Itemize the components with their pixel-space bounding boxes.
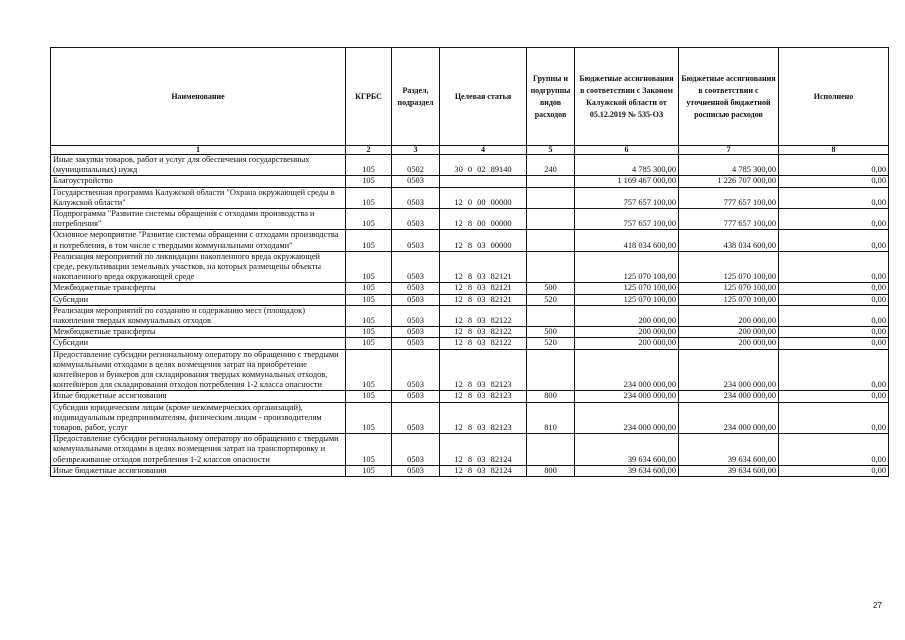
row-kgrbs: 105 <box>346 294 392 305</box>
header-target: Целевая статья <box>440 48 527 146</box>
row-done-amount: 0,00 <box>779 230 889 251</box>
row-name: Реализация мероприятий по ликвидации накопленного вреда окружающей среде, рекультивации земельных участков, на которых размещены объекты накопленного вреда окружающей среде <box>51 251 346 283</box>
row-refined-amount: 777 657 100,00 <box>679 209 779 230</box>
row-section: 0503 <box>392 251 440 283</box>
column-number: 7 <box>679 146 779 155</box>
row-law-amount: 234 000 000,00 <box>575 349 679 391</box>
row-section: 0503 <box>392 187 440 208</box>
row-done-amount: 0,00 <box>779 251 889 283</box>
row-target: 12 8 03 82121 <box>440 294 527 305</box>
row-done-amount: 0,00 <box>779 402 889 434</box>
row-target: 12 8 03 82121 <box>440 251 527 283</box>
column-number: 4 <box>440 146 527 155</box>
row-section: 0503 <box>392 176 440 187</box>
table-row <box>51 465 889 476</box>
row-target <box>440 176 527 187</box>
row-group <box>527 251 575 283</box>
row-law-amount: 200 000,00 <box>575 327 679 338</box>
row-law-amount: 125 070 100,00 <box>575 251 679 283</box>
row-group: 800 <box>527 391 575 402</box>
row-group: 520 <box>527 338 575 349</box>
row-kgrbs: 105 <box>346 327 392 338</box>
row-kgrbs: 105 <box>346 187 392 208</box>
table-row <box>51 391 889 402</box>
row-law-amount: 1 169 467 000,00 <box>575 176 679 187</box>
table-row <box>51 305 889 326</box>
row-refined-amount: 234 000 000,00 <box>679 402 779 434</box>
table-row <box>51 434 889 466</box>
column-number: 5 <box>527 146 575 155</box>
row-group <box>527 349 575 391</box>
row-section: 0503 <box>392 434 440 466</box>
table-row <box>51 176 889 187</box>
row-law-amount: 757 657 100,00 <box>575 187 679 208</box>
row-section: 0503 <box>392 305 440 326</box>
row-done-amount: 0,00 <box>779 327 889 338</box>
row-done-amount: 0,00 <box>779 283 889 294</box>
row-section: 0503 <box>392 294 440 305</box>
row-refined-amount: 234 000 000,00 <box>679 391 779 402</box>
row-section: 0503 <box>392 338 440 349</box>
column-number: 6 <box>575 146 679 155</box>
row-section: 0503 <box>392 230 440 251</box>
row-target: 12 8 00 00000 <box>440 209 527 230</box>
row-name: Основное мероприятие "Развитие системы обращения с отходами производства и потребления, в том числе с твердыми коммунальными отходами" <box>51 230 346 251</box>
row-kgrbs: 105 <box>346 338 392 349</box>
row-done-amount: 0,00 <box>779 155 889 176</box>
row-section: 0503 <box>392 349 440 391</box>
row-law-amount: 200 000,00 <box>575 338 679 349</box>
row-name: Субсидии <box>51 294 346 305</box>
row-name: Межбюджетные трансферты <box>51 327 346 338</box>
table-row <box>51 187 889 208</box>
table-row <box>51 349 889 391</box>
row-law-amount: 4 785 300,00 <box>575 155 679 176</box>
row-target: 12 8 03 82124 <box>440 465 527 476</box>
row-kgrbs: 105 <box>346 434 392 466</box>
column-number: 2 <box>346 146 392 155</box>
row-kgrbs: 105 <box>346 391 392 402</box>
row-kgrbs: 105 <box>346 230 392 251</box>
header-done: Исполнено <box>779 48 889 146</box>
row-kgrbs: 105 <box>346 349 392 391</box>
row-kgrbs: 105 <box>346 402 392 434</box>
row-name: Межбюджетные трансферты <box>51 283 346 294</box>
row-kgrbs: 105 <box>346 465 392 476</box>
row-name: Реализация мероприятий по созданию и содержанию мест (площадок) накопления твердых коммунальных отходов <box>51 305 346 326</box>
row-group <box>527 187 575 208</box>
row-target: 12 8 03 82121 <box>440 283 527 294</box>
column-number: 1 <box>51 146 346 155</box>
budget-table <box>50 47 889 477</box>
table-row <box>51 294 889 305</box>
row-kgrbs: 105 <box>346 283 392 294</box>
table-row <box>51 155 889 176</box>
row-refined-amount: 234 000 000,00 <box>679 349 779 391</box>
row-done-amount: 0,00 <box>779 338 889 349</box>
table-row <box>51 402 889 434</box>
table-row <box>51 283 889 294</box>
row-target: 12 8 03 82123 <box>440 349 527 391</box>
header-section: Раздел, подраздел <box>392 48 440 146</box>
row-kgrbs: 105 <box>346 305 392 326</box>
column-number: 3 <box>392 146 440 155</box>
row-section: 0503 <box>392 402 440 434</box>
header-groups: Группы и подгруппы видов расходов <box>527 48 575 146</box>
header-kgrbs: КГРБС <box>346 48 392 146</box>
row-refined-amount: 125 070 100,00 <box>679 251 779 283</box>
table-row <box>51 209 889 230</box>
row-name: Субсидии <box>51 338 346 349</box>
row-section: 0503 <box>392 209 440 230</box>
row-target: 12 8 03 82122 <box>440 327 527 338</box>
row-group: 800 <box>527 465 575 476</box>
row-target: 12 8 03 00000 <box>440 230 527 251</box>
row-refined-amount: 125 070 100,00 <box>679 283 779 294</box>
page-number: 27 <box>873 601 882 610</box>
row-name: Подпрограмма "Развитие системы обращения с отходами производства и потребления" <box>51 209 346 230</box>
row-law-amount: 757 657 100,00 <box>575 209 679 230</box>
row-section: 0503 <box>392 391 440 402</box>
table-row <box>51 338 889 349</box>
row-kgrbs: 105 <box>346 176 392 187</box>
row-refined-amount: 777 657 100,00 <box>679 187 779 208</box>
row-law-amount: 125 070 100,00 <box>575 294 679 305</box>
row-target: 30 0 02 89140 <box>440 155 527 176</box>
row-law-amount: 234 000 000,00 <box>575 391 679 402</box>
row-kgrbs: 105 <box>346 209 392 230</box>
row-done-amount: 0,00 <box>779 187 889 208</box>
row-kgrbs: 105 <box>346 155 392 176</box>
row-group: 500 <box>527 327 575 338</box>
row-target: 12 8 03 82122 <box>440 305 527 326</box>
row-name: Благоустройство <box>51 176 346 187</box>
row-done-amount: 0,00 <box>779 176 889 187</box>
row-group <box>527 230 575 251</box>
row-refined-amount: 39 634 600,00 <box>679 434 779 466</box>
header-law: Бюджетные ассигнования в соответствии с Законом Калужской области от 05.12.2019 № 535-ОЗ <box>575 48 679 146</box>
row-group: 500 <box>527 283 575 294</box>
row-group: 240 <box>527 155 575 176</box>
row-target: 12 0 00 00000 <box>440 187 527 208</box>
header-refined: Бюджетные ассигнования в соответствии с уточненной бюджетной росписью расходов <box>679 48 779 146</box>
header-name: Наименование <box>51 48 346 146</box>
row-name: Предоставление субсидии региональному оператору по обращению с твердыми коммунальными отходами в целях возмещения затрат на приобретение контейнеров и бункеров для складирования твердых коммунальных отходов, контейнеров для складирования отходов потребления 1-2 класса опасности <box>51 349 346 391</box>
row-section: 0503 <box>392 465 440 476</box>
row-group: 520 <box>527 294 575 305</box>
row-done-amount: 0,00 <box>779 465 889 476</box>
column-number-row <box>51 146 889 155</box>
row-done-amount: 0,00 <box>779 391 889 402</box>
row-refined-amount: 1 226 707 000,00 <box>679 176 779 187</box>
row-refined-amount: 4 785 300,00 <box>679 155 779 176</box>
row-name: Иные бюджетные ассигнования <box>51 465 346 476</box>
row-name: Государственная программа Калужской области "Охрана окружающей среды в Калужской области" <box>51 187 346 208</box>
row-done-amount: 0,00 <box>779 305 889 326</box>
table-row <box>51 327 889 338</box>
row-law-amount: 39 634 600,00 <box>575 465 679 476</box>
row-name: Иные закупки товаров, работ и услуг для обеспечения государственных (муниципальных) нужд <box>51 155 346 176</box>
row-group <box>527 434 575 466</box>
row-name: Предоставление субсидии региональному оператору по обращению с твердыми коммунальными отходами в целях возмещения затрат на транспортировку и обезвреживание отходов потребления 1-2 классов опасности <box>51 434 346 466</box>
row-section: 0502 <box>392 155 440 176</box>
row-target: 12 8 03 82123 <box>440 391 527 402</box>
row-law-amount: 125 070 100,00 <box>575 283 679 294</box>
row-done-amount: 0,00 <box>779 434 889 466</box>
row-group <box>527 305 575 326</box>
row-done-amount: 0,00 <box>779 294 889 305</box>
table-row <box>51 251 889 283</box>
row-name: Субсидии юридическим лицам (кроме некоммерческих организаций), индивидуальным предпринимателям, физическим лицам - производителям товаров, работ, услуг <box>51 402 346 434</box>
row-law-amount: 200 000,00 <box>575 305 679 326</box>
row-section: 0503 <box>392 327 440 338</box>
row-kgrbs: 105 <box>346 251 392 283</box>
row-group <box>527 176 575 187</box>
column-number: 8 <box>779 146 889 155</box>
row-done-amount: 0,00 <box>779 349 889 391</box>
row-law-amount: 234 000 000,00 <box>575 402 679 434</box>
row-section: 0503 <box>392 283 440 294</box>
row-refined-amount: 200 000,00 <box>679 305 779 326</box>
row-target: 12 8 03 82124 <box>440 434 527 466</box>
row-target: 12 8 03 82122 <box>440 338 527 349</box>
row-group: 810 <box>527 402 575 434</box>
row-refined-amount: 39 634 600,00 <box>679 465 779 476</box>
row-refined-amount: 125 070 100,00 <box>679 294 779 305</box>
row-target: 12 8 03 82123 <box>440 402 527 434</box>
row-law-amount: 418 034 600,00 <box>575 230 679 251</box>
row-refined-amount: 200 000,00 <box>679 327 779 338</box>
row-refined-amount: 200 000,00 <box>679 338 779 349</box>
row-group <box>527 209 575 230</box>
row-name: Иные бюджетные ассигнования <box>51 391 346 402</box>
row-refined-amount: 438 034 600,00 <box>679 230 779 251</box>
header-row <box>51 48 889 146</box>
row-done-amount: 0,00 <box>779 209 889 230</box>
row-law-amount: 39 634 600,00 <box>575 434 679 466</box>
table-row <box>51 230 889 251</box>
